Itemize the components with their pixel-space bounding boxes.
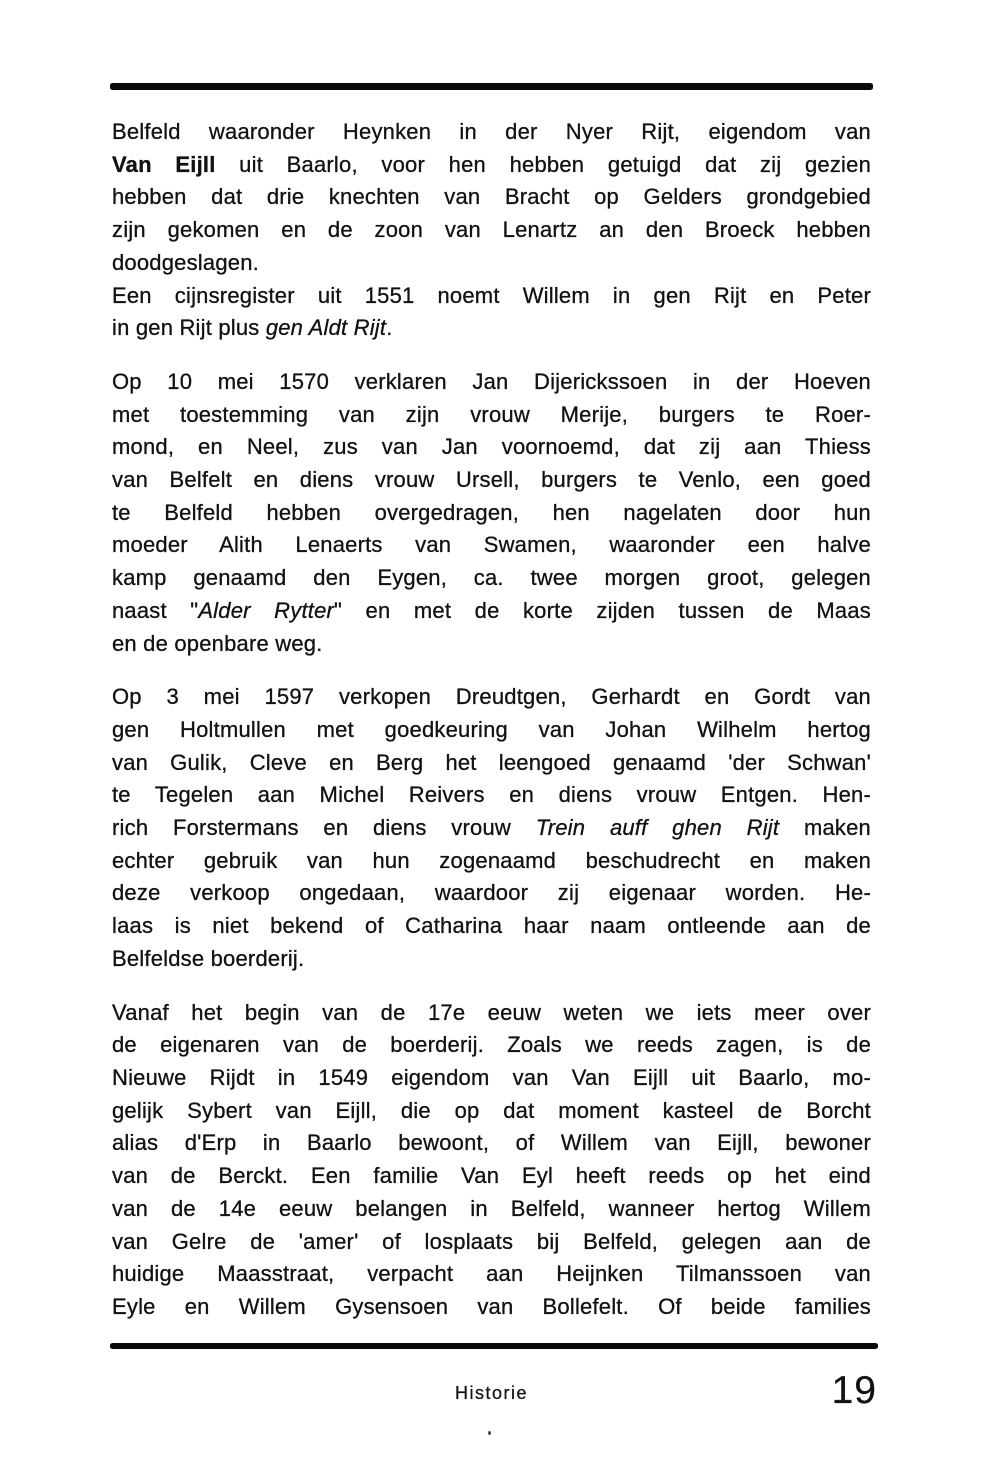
text-segment: kamp genaamd den Eygen, ca. twee morgen groot, gelegen bbox=[112, 565, 871, 591]
text-segment: van de Berckt. Een familie Van Eyl heeft reeds op het eind bbox=[112, 1163, 871, 1189]
text-line bbox=[112, 681, 871, 714]
text-segment: doodgeslagen. bbox=[112, 249, 259, 275]
text-segment: . bbox=[386, 315, 393, 341]
text-line bbox=[112, 747, 871, 780]
text-line bbox=[112, 595, 871, 628]
text-segment: Op 3 mei 1597 verkopen Dreudtgen, Gerhardt en Gordt van bbox=[112, 684, 871, 710]
text-line bbox=[112, 116, 871, 149]
text-segment: alias d'Erp in Baarlo bewoont, of Willem van Eijll, bewoner bbox=[112, 1130, 871, 1156]
text-segment: gen Holtmullen met goedkeuring van Johan Wilhelm hertog bbox=[112, 716, 871, 742]
text-segment: met toestemming van zijn vrouw Merije, burgers te Roer- bbox=[112, 401, 871, 427]
paragraph bbox=[112, 997, 871, 1324]
text-segment: rich Forstermans en diens vrouw bbox=[112, 815, 536, 841]
text-segment: Nieuwe Rijdt in 1549 eigendom van Van Eijll uit Baarlo, mo- bbox=[112, 1064, 871, 1090]
text-segment: mond, en Neel, zus van Jan voornoemd, dat zij aan Thiess bbox=[112, 434, 871, 460]
text-line bbox=[112, 845, 871, 878]
text-line bbox=[112, 214, 871, 247]
text-segment: uit Baarlo, voor hen hebben getuigd dat zij gezien bbox=[215, 151, 871, 177]
text-segment: laas is niet bekend of Catharina haar naam ontleende aan de bbox=[112, 913, 871, 939]
text-line bbox=[112, 628, 871, 661]
text-segment: Eyle en Willem Gysensoen van Bollefelt. Of beide families bbox=[112, 1293, 871, 1319]
text-segment: moeder Alith Lenaerts van Swamen, waaronder een halve bbox=[112, 532, 871, 558]
text-segment: van de 14e eeuw belangen in Belfeld, wanneer hertog Willem bbox=[112, 1195, 871, 1221]
text-segment: Een cijnsregister uit 1551 noemt Willem in gen Rijt en Peter bbox=[112, 282, 871, 308]
text-segment: deze verkoop ongedaan, waardoor zij eigenaar worden. He- bbox=[112, 880, 871, 906]
text-line bbox=[112, 399, 871, 432]
text-line bbox=[112, 1258, 871, 1291]
text-segment: maken bbox=[779, 815, 871, 841]
top-rule bbox=[110, 83, 873, 90]
text-segment: gelijk Sybert van Eijll, die op dat moment kasteel de Borcht bbox=[112, 1097, 871, 1123]
text-line bbox=[112, 280, 871, 313]
text-segment: en de openbare weg. bbox=[112, 630, 323, 656]
text-segment: van Gelre de 'amer' of losplaats bij Belfeld, gelegen aan de bbox=[112, 1228, 871, 1254]
text-line bbox=[112, 464, 871, 497]
text-segment: zijn gekomen en de zoon van Lenartz an den Broeck hebben bbox=[112, 217, 871, 243]
text-segment: te Tegelen aan Michel Reivers en diens vrouw Entgen. Hen- bbox=[112, 782, 871, 808]
text-segment: Belfeld waaronder Heynken in der Nyer Rijt, eigendom van bbox=[112, 119, 871, 144]
text-line bbox=[112, 562, 871, 595]
paragraph bbox=[112, 116, 871, 345]
text-segment: " en met de korte zijden tussen de Maas bbox=[334, 597, 871, 623]
page-number: 19 bbox=[831, 1369, 877, 1412]
text-line bbox=[112, 1226, 871, 1259]
bottom-rule bbox=[110, 1343, 878, 1349]
text-segment: Belfeldse boerderij. bbox=[112, 945, 305, 971]
text-segment: Trein auff ghen Rijt bbox=[535, 815, 780, 841]
text-segment: Alder Rytter bbox=[198, 597, 335, 623]
text-line bbox=[112, 812, 871, 845]
text-line bbox=[112, 877, 871, 910]
paragraph bbox=[112, 681, 871, 975]
text-column bbox=[112, 116, 871, 1345]
text-line bbox=[112, 997, 871, 1030]
text-line bbox=[112, 181, 871, 214]
text-line bbox=[112, 1062, 871, 1095]
text-line bbox=[112, 149, 871, 182]
text-line bbox=[112, 943, 871, 976]
footer-section-label: Historie bbox=[454, 1383, 528, 1403]
text-line bbox=[112, 529, 871, 562]
text-line bbox=[112, 497, 871, 530]
text-segment: Op 10 mei 1570 verklaren Jan Dijerickssoen in der Hoeven bbox=[112, 368, 871, 394]
text-line bbox=[112, 431, 871, 464]
text-line bbox=[112, 1029, 871, 1062]
text-line bbox=[112, 1160, 871, 1193]
text-segment: huidige Maasstraat, verpacht aan Heijnken Tilmanssoen van bbox=[112, 1261, 871, 1287]
text-segment: te Belfeld hebben overgedragen, hen nagelaten door hun bbox=[112, 499, 871, 525]
text-segment: van Belfelt en diens vrouw Ursell, burgers te Venlo, een goed bbox=[112, 467, 871, 493]
text-line bbox=[112, 312, 871, 345]
text-segment: in gen Rijt plus bbox=[112, 315, 266, 341]
text-segment: Van Eijll bbox=[112, 151, 216, 177]
text-line bbox=[112, 1291, 871, 1324]
text-line bbox=[112, 366, 871, 399]
text-segment: Vanaf het begin van de 17e eeuw weten we iets meer over bbox=[112, 999, 871, 1025]
text-segment: naast " bbox=[112, 597, 199, 623]
text-line bbox=[112, 1127, 871, 1160]
text-line bbox=[112, 714, 871, 747]
ink-speck bbox=[488, 1431, 491, 1435]
text-segment: de eigenaren van de boerderij. Zoals we reeds zagen, is de bbox=[112, 1032, 871, 1058]
text-segment: hebben dat drie knechten van Bracht op Gelders grondgebied bbox=[112, 184, 871, 210]
text-line bbox=[112, 910, 871, 943]
text-line bbox=[112, 1193, 871, 1226]
text-segment: gen Aldt Rijt bbox=[265, 315, 387, 341]
text-segment: echter gebruik van hun zogenaamd beschudrecht en maken bbox=[112, 847, 871, 873]
paragraph bbox=[112, 366, 871, 660]
text-segment: van Gulik, Cleve en Berg het leengoed genaamd 'der Schwan' bbox=[112, 749, 871, 775]
text-line bbox=[112, 247, 871, 280]
text-line bbox=[112, 1095, 871, 1128]
text-line bbox=[112, 779, 871, 812]
